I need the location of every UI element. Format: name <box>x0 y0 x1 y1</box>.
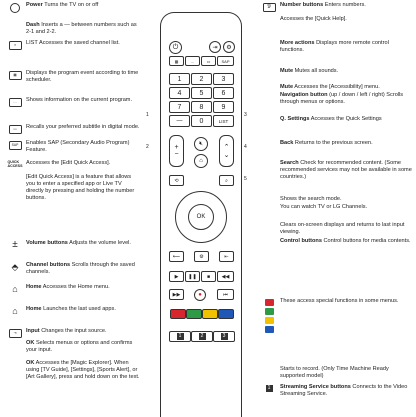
blue-button[interactable] <box>218 309 234 319</box>
number-button[interactable]: 7 <box>169 101 190 113</box>
streaming-entry <box>258 384 412 398</box>
entry-desc: Accesses the [Edit Quick Access]. <box>26 160 111 166</box>
home-hold-icon: ⌂ <box>12 306 18 316</box>
sap-button[interactable]: SAP <box>217 56 234 66</box>
callout-2: 2 <box>146 144 149 150</box>
home-entry <box>4 284 140 293</box>
streaming-number: 1 <box>177 333 184 340</box>
entry-desc: Shows information on the current program. <box>26 97 133 103</box>
live-button[interactable]: ⏮ <box>217 289 234 300</box>
live-tv-entry <box>258 204 412 211</box>
home-button[interactable]: ⌂ <box>194 154 208 168</box>
entry-desc: Check for recommended content. (Some recommended services may not be available in some countries.) <box>280 160 412 181</box>
list-button[interactable]: LIST <box>213 115 234 127</box>
list-entry <box>4 40 140 50</box>
exit-button[interactable]: ⇤ <box>219 251 234 262</box>
home-icon: ⌂ <box>12 284 18 294</box>
volume-entry <box>4 240 140 249</box>
input-icon: ⇥ <box>9 329 22 338</box>
back-entry <box>258 140 412 147</box>
quick-access-note <box>4 174 140 203</box>
exit-entry <box>258 222 412 236</box>
yellow-button[interactable] <box>202 309 218 319</box>
entry-title: Streaming Service buttons <box>280 384 351 390</box>
mute-hold-entry <box>258 84 412 91</box>
number-button[interactable]: 9 <box>213 101 234 113</box>
yellow-key-icon <box>265 317 274 324</box>
entry-title: Back <box>280 140 294 146</box>
entry-desc: These access special functions in some menus. <box>280 298 399 304</box>
entry-desc: You can watch TV or LG Channels. <box>280 204 368 210</box>
entry-desc: Enters numbers. <box>323 2 366 8</box>
entry-desc: (up / down / left / right) Scrolls through menus or options. <box>280 92 404 106</box>
9-key-icon: 9 <box>263 3 276 12</box>
callout-5: 5 <box>244 176 247 182</box>
power-button[interactable]: ⏻ <box>169 41 182 54</box>
entry-title: OK <box>26 340 35 346</box>
entry-desc: Recalls your preferred subtitle in digital mode. <box>26 124 140 130</box>
entry-desc: Returns to the previous screen. <box>293 140 373 146</box>
play-button[interactable]: ▶ <box>169 271 184 282</box>
entry-desc: Scrolls through the saved channels. <box>26 262 135 276</box>
red-button[interactable] <box>170 309 186 319</box>
volume-rocker[interactable]: + − <box>169 135 184 167</box>
rewind-button[interactable]: ◀◀ <box>217 271 234 282</box>
entry-title: Home <box>26 306 42 312</box>
subtitle-entry <box>4 124 140 134</box>
record-button[interactable]: ● <box>194 289 206 301</box>
entry-desc: Displays more remote control functions. <box>280 40 389 54</box>
number-button[interactable]: 5 <box>191 87 212 99</box>
mute-entry <box>258 68 412 75</box>
entry-desc: Displays the program event according to time scheduler. <box>26 70 139 84</box>
entry-desc: Control buttons for media contents. <box>321 238 411 244</box>
entry-desc: Mutes all sounds. <box>293 68 339 74</box>
number-button[interactable]: 0 <box>191 115 212 127</box>
search-entry <box>258 160 412 181</box>
green-key-icon <box>265 308 274 315</box>
number-button[interactable]: 2 <box>191 73 212 85</box>
info-icon: … <box>9 98 22 107</box>
quick-access-icon: QUICK ACCESS <box>7 160 23 168</box>
entry-desc: Accesses the Quick Settings <box>309 116 382 122</box>
entry-desc: Connects to the Video Streaming Service. <box>280 384 408 398</box>
subtitle-icon: ▭ <box>9 125 22 134</box>
settings-button[interactable]: ⚙ <box>223 41 235 53</box>
sap-entry <box>4 140 140 154</box>
streaming-button-3[interactable] <box>213 331 235 342</box>
ok-hold-entry <box>4 360 140 381</box>
entry-desc: Starts to record. (Only Time Machine Ready supported model) <box>280 366 389 380</box>
guide-button[interactable]: ▦ <box>169 56 184 66</box>
red-key-icon <box>265 299 274 306</box>
channel-rocker[interactable]: ⌃ ⌄ <box>219 135 234 167</box>
back-button[interactable]: ⟲ <box>169 175 184 186</box>
entry-title: Number buttons <box>280 2 324 8</box>
search-button[interactable]: ⌕ <box>219 175 234 186</box>
green-button[interactable] <box>186 309 202 319</box>
entry-desc: Enables SAP (Secondary Audio Program) Feature. <box>26 140 130 154</box>
power-entry <box>4 2 140 13</box>
pause-button[interactable]: ❚❚ <box>185 271 200 282</box>
entry-desc: Accesses the [Accessibility] menu. <box>293 84 380 90</box>
entry-title: Power <box>26 2 43 8</box>
entry-desc: Inserts a — between numbers such as 2-1 and 2-2. <box>26 22 137 36</box>
quick-access-entry <box>4 160 140 168</box>
dash-entry <box>4 22 140 36</box>
input-entry <box>4 328 140 338</box>
entry-desc: Shows the search mode. <box>280 196 342 202</box>
entry-title: Q. Settings <box>280 116 310 122</box>
entry-desc: Clears on-screen displays and returns to last input viewing. <box>280 222 405 236</box>
entry-title: Control buttons <box>280 238 322 244</box>
subtitle-button[interactable]: ▭ <box>201 56 216 66</box>
entry-title: Volume buttons <box>26 240 68 246</box>
forward-button[interactable]: ▶▶ <box>169 289 184 300</box>
number-button[interactable]: 4 <box>169 87 190 99</box>
entry-title: Channel buttons <box>26 262 71 268</box>
record-entry <box>258 366 412 380</box>
entry-desc: Turns the TV on or off <box>42 2 99 8</box>
entry-title: Mute <box>280 68 294 74</box>
entry-title: Search <box>280 160 299 166</box>
sap-icon: SAP <box>9 141 22 150</box>
volume-icon: ± <box>12 239 18 250</box>
number-button[interactable]: 3 <box>213 73 234 85</box>
search-mode-entry <box>258 196 412 203</box>
power-icon <box>10 3 20 13</box>
info-entry <box>4 97 140 107</box>
streaming-icon: 1 <box>266 385 273 392</box>
channel-icon: ⬘ <box>11 262 19 272</box>
quick-settings-entry <box>258 116 412 123</box>
guide-icon: ▦ <box>9 71 22 80</box>
entry-title: OK <box>26 360 35 366</box>
blue-key-icon <box>265 326 274 333</box>
stop-button[interactable]: ■ <box>201 271 216 282</box>
number-button[interactable]: 1 <box>169 73 190 85</box>
navigation-entry <box>258 92 412 106</box>
entry-title: Home <box>26 284 42 290</box>
streaming-number: 3 <box>221 333 228 340</box>
home-hold-entry <box>4 306 140 315</box>
entry-desc: LIST Accesses the saved channel list. <box>26 40 120 46</box>
streaming-button-2[interactable] <box>191 331 213 342</box>
entry-title: Dash <box>26 22 40 28</box>
control-buttons-entry <box>258 238 412 245</box>
entry-desc: Accesses the Home menu. <box>41 284 110 290</box>
remote-control <box>160 12 242 417</box>
entry-title: Input <box>26 328 40 334</box>
quick-help-entry <box>258 16 412 23</box>
info-button[interactable]: … <box>185 56 200 66</box>
number-buttons-entry <box>258 2 412 12</box>
entry-desc: Accesses the [Magic Explorer]. When using [TV Guide], [Settings], [Sports Alert], or [Art Gallery], press and hold down on the text. <box>26 360 140 381</box>
entry-desc: [Edit Quick Access] is a feature that allows you to enter a specified app or Live TV directly by pressing and holding the number buttons. <box>26 174 135 202</box>
entry-desc: Launches the last used apps. <box>41 306 116 312</box>
entry-desc: Accesses the [Quick Help]. <box>280 16 347 22</box>
quick-settings-button[interactable]: ⚙ <box>194 251 209 262</box>
dash-button[interactable]: — <box>169 115 190 127</box>
streaming-number: 2 <box>199 333 206 340</box>
number-button[interactable]: 8 <box>191 101 212 113</box>
more-actions-entry <box>258 40 412 54</box>
mute-button[interactable]: 🔇︎ <box>194 137 208 151</box>
color-keys-entry <box>258 298 412 333</box>
entry-desc: Adjusts the volume level. <box>67 240 131 246</box>
back-nav-button[interactable]: ⟵ <box>169 251 184 262</box>
channel-entry <box>4 262 140 276</box>
list-icon: ≡ <box>9 41 22 50</box>
entry-desc: Selects menus or options and confirms your input. <box>26 340 133 354</box>
ok-button[interactable]: OK <box>188 204 214 230</box>
callout-4: 4 <box>244 144 247 150</box>
input-button[interactable]: ⇥ <box>209 41 221 53</box>
entry-title: Navigation button <box>280 92 328 98</box>
color-keys-icon <box>258 298 280 333</box>
streaming-button-1[interactable] <box>169 331 191 342</box>
callout-1: 1 <box>146 112 149 118</box>
entry-title: Mute <box>280 84 294 90</box>
callout-3: 3 <box>244 112 247 118</box>
ok-entry <box>4 340 140 354</box>
entry-desc: Changes the input source. <box>39 328 107 334</box>
number-button[interactable]: 6 <box>213 87 234 99</box>
guide-entry <box>4 70 140 84</box>
entry-title: More actions <box>280 40 315 46</box>
